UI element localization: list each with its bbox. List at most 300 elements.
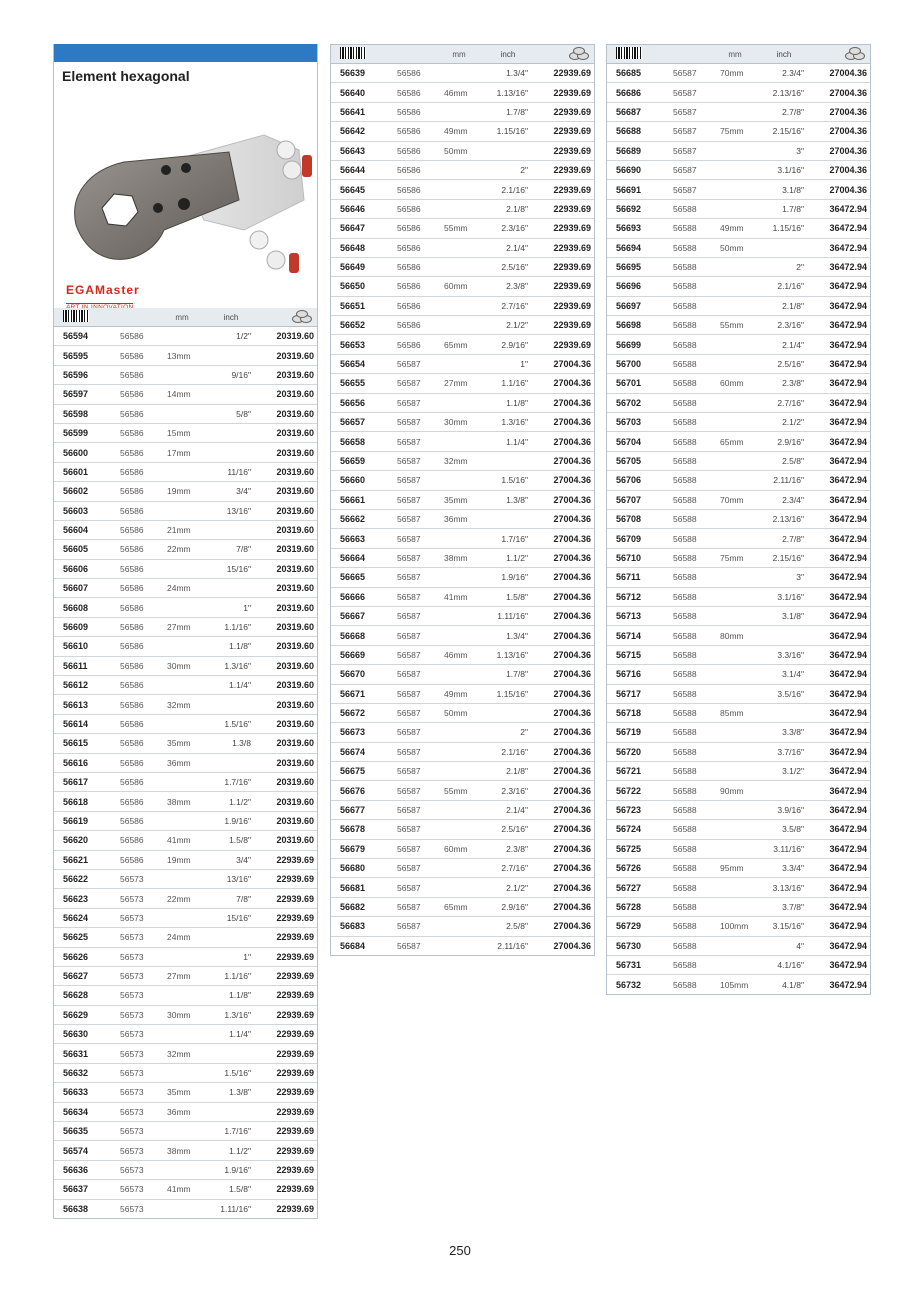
set-number: 56587 <box>397 475 421 486</box>
table-row <box>607 588 870 607</box>
set-number: 56588 <box>673 572 697 583</box>
size-mm: 36mm <box>444 514 468 525</box>
table-row <box>607 64 870 83</box>
article-code: 56595 <box>63 350 89 361</box>
price: 20319.60 <box>276 738 314 749</box>
set-number: 56586 <box>397 242 421 253</box>
size-inch: 2.3/16" <box>501 785 528 796</box>
article-code: 56618 <box>63 796 89 807</box>
size-inch: 1.1/2" <box>506 552 528 563</box>
price: 22939.69 <box>553 184 591 195</box>
set-number: 56573 <box>120 951 144 962</box>
set-number: 56587 <box>397 591 421 602</box>
price: 27004.36 <box>553 824 591 835</box>
size-inch: 2.3/4" <box>782 68 804 79</box>
table-row <box>331 258 594 277</box>
article-code: 56697 <box>616 300 642 311</box>
brand-logo <box>66 284 196 308</box>
article-code: 56621 <box>63 854 89 865</box>
table-header <box>54 308 317 327</box>
price: 22939.69 <box>553 165 591 176</box>
set-number: 56588 <box>673 359 697 370</box>
set-number: 56587 <box>397 494 421 505</box>
table-row <box>331 200 594 219</box>
price: 36472.94 <box>829 708 867 719</box>
set-number: 56586 <box>120 602 144 613</box>
size-inch: 1.1/16" <box>224 971 251 982</box>
set-number: 56587 <box>673 145 697 156</box>
table-body <box>607 64 870 994</box>
price: 36472.94 <box>829 630 867 641</box>
table-row <box>54 831 317 850</box>
table-body <box>331 64 594 955</box>
table-row <box>331 723 594 742</box>
table-row <box>607 452 870 471</box>
set-number: 56586 <box>120 738 144 749</box>
table-row <box>331 704 594 723</box>
table-row <box>331 529 594 548</box>
table-row <box>331 122 594 141</box>
set-number: 56586 <box>397 320 421 331</box>
table-row <box>54 754 317 773</box>
set-number: 56587 <box>673 165 697 176</box>
price: 20319.60 <box>276 369 314 380</box>
article-code: 56684 <box>340 940 366 951</box>
size-mm: 27mm <box>444 378 468 389</box>
size-mm: 35mm <box>444 494 468 505</box>
size-mm: 38mm <box>167 796 191 807</box>
price: 22939.69 <box>553 281 591 292</box>
table-row <box>54 967 317 986</box>
article-code: 56723 <box>616 805 642 816</box>
table-row <box>54 851 317 870</box>
price: 22939.69 <box>276 1048 314 1059</box>
article-code: 56692 <box>616 203 642 214</box>
price: 22939.69 <box>553 126 591 137</box>
price: 20319.60 <box>276 466 314 477</box>
article-code: 56704 <box>616 436 642 447</box>
size-inch: 1.7/8" <box>506 669 528 680</box>
price: 22939.69 <box>276 1029 314 1040</box>
table-row <box>54 986 317 1005</box>
price: 36472.94 <box>829 727 867 738</box>
article-code: 56642 <box>340 126 366 137</box>
price: 36472.94 <box>829 882 867 893</box>
set-number: 56586 <box>120 815 144 826</box>
size-mm: 100mm <box>720 921 749 932</box>
set-number: 56588 <box>673 940 697 951</box>
price: 20319.60 <box>276 331 314 342</box>
size-inch: 2.1/2" <box>506 320 528 331</box>
price: 27004.36 <box>553 456 591 466</box>
size-mm: 80mm <box>720 630 744 641</box>
table-row <box>54 948 317 967</box>
table-row <box>607 180 870 199</box>
size-mm: 30mm <box>167 660 191 671</box>
article-code: 56619 <box>63 815 89 826</box>
article-code: 56624 <box>63 912 89 923</box>
size-inch: 1" <box>243 602 251 613</box>
price: 27004.36 <box>553 843 591 854</box>
size-inch: 2.1/8" <box>506 766 528 777</box>
table-row <box>54 889 317 908</box>
barcode-icon <box>607 47 665 61</box>
size-inch: 1.3/4" <box>506 68 528 79</box>
coins-icon <box>812 47 870 61</box>
set-number: 56586 <box>120 835 144 846</box>
set-number: 56586 <box>120 854 144 865</box>
article-code: 56728 <box>616 901 642 912</box>
size-inch: 2.7/16" <box>777 397 804 408</box>
table-row <box>331 878 594 897</box>
table-row <box>607 607 870 626</box>
article-code: 56654 <box>340 359 366 370</box>
set-number: 56587 <box>397 649 421 660</box>
article-code: 56647 <box>340 223 366 234</box>
table-row <box>607 122 870 141</box>
price: 22939.69 <box>276 990 314 1001</box>
table-row <box>331 840 594 859</box>
set-number: 56573 <box>120 893 144 904</box>
price: 20319.60 <box>276 408 314 419</box>
article-code: 56607 <box>63 583 89 594</box>
table-row <box>331 277 594 296</box>
price: 27004.36 <box>553 397 591 408</box>
table-row <box>331 801 594 820</box>
table-row <box>54 657 317 676</box>
table-row <box>54 463 317 482</box>
article-code: 56615 <box>63 738 89 749</box>
size-mm: 70mm <box>720 68 744 79</box>
header-inch: inch <box>776 49 792 59</box>
set-number: 56586 <box>120 757 144 768</box>
size-mm: 46mm <box>444 649 468 660</box>
price: 27004.36 <box>829 184 867 195</box>
table-row <box>607 394 870 413</box>
price: 22939.69 <box>276 1106 314 1117</box>
price: 36472.94 <box>829 242 867 253</box>
set-number: 56586 <box>397 145 421 156</box>
price: 20319.60 <box>276 757 314 768</box>
set-number: 56587 <box>397 378 421 389</box>
price: 27004.36 <box>553 805 591 816</box>
article-code: 56633 <box>63 1087 89 1098</box>
price: 20319.60 <box>276 815 314 826</box>
table-row <box>331 510 594 529</box>
size-inch: 1.3/8" <box>229 1087 251 1098</box>
article-code: 56721 <box>616 766 642 777</box>
table-row <box>607 161 870 180</box>
size-inch: 2.3/8" <box>506 281 528 292</box>
table-row <box>331 820 594 839</box>
article-code: 56694 <box>616 242 642 253</box>
article-code: 56657 <box>340 417 366 428</box>
table-row <box>54 909 317 928</box>
article-code: 56655 <box>340 378 366 389</box>
table-row <box>331 568 594 587</box>
set-number: 56588 <box>673 901 697 912</box>
article-code: 56693 <box>616 223 642 234</box>
article-code: 56599 <box>63 428 89 439</box>
table-row <box>331 374 594 393</box>
set-number: 56586 <box>120 777 144 788</box>
article-code: 56731 <box>616 960 642 971</box>
size-inch: 3/4" <box>236 854 251 865</box>
article-code: 56669 <box>340 649 366 660</box>
set-number: 56587 <box>673 68 697 79</box>
set-number: 56587 <box>397 552 421 563</box>
table-row <box>607 510 870 529</box>
article-code: 56677 <box>340 805 366 816</box>
set-number: 56586 <box>120 466 144 477</box>
price: 20319.60 <box>276 835 314 846</box>
article-code: 56653 <box>340 339 366 350</box>
set-number: 56586 <box>397 339 421 350</box>
set-number: 56586 <box>120 641 144 652</box>
price: 22939.69 <box>276 893 314 904</box>
price: 20319.60 <box>276 719 314 729</box>
table-row <box>607 432 870 451</box>
size-inch: 1.5/16" <box>224 1068 251 1079</box>
table-row <box>607 781 870 800</box>
price: 27004.36 <box>553 940 591 951</box>
article-code: 56671 <box>340 688 366 699</box>
set-number: 56587 <box>397 785 421 796</box>
size-inch: 3.3/16" <box>777 649 804 660</box>
price: 20319.60 <box>276 350 314 361</box>
article-code: 56616 <box>63 757 89 768</box>
table-row <box>607 665 870 684</box>
article-code: 56722 <box>616 785 642 796</box>
set-number: 56586 <box>120 486 144 497</box>
article-code: 56682 <box>340 901 366 912</box>
set-number: 56588 <box>673 649 697 660</box>
price: 22939.69 <box>553 300 591 311</box>
article-code: 56701 <box>616 378 642 389</box>
size-inch: 4" <box>796 940 804 951</box>
article-code: 56698 <box>616 320 642 331</box>
size-inch: 1.7/16" <box>224 1126 251 1137</box>
article-code: 56703 <box>616 417 642 428</box>
size-inch: 3.1/16" <box>777 591 804 602</box>
price: 22939.69 <box>276 874 314 885</box>
table-row <box>54 1141 317 1160</box>
table-row <box>54 405 317 424</box>
table-row <box>331 180 594 199</box>
size-inch: 2.5/16" <box>501 824 528 835</box>
set-number: 56588 <box>673 824 697 835</box>
article-code: 56652 <box>340 320 366 331</box>
price: 20319.60 <box>276 777 314 788</box>
size-inch: 3.1/16" <box>777 165 804 176</box>
table-row <box>331 142 594 161</box>
price: 36472.94 <box>829 339 867 350</box>
price: 27004.36 <box>553 552 591 563</box>
price: 36472.94 <box>829 475 867 486</box>
set-number: 56588 <box>673 456 697 466</box>
price: 36472.94 <box>829 785 867 796</box>
size-mm: 55mm <box>444 785 468 796</box>
set-number: 56588 <box>673 960 697 971</box>
article-code: 56622 <box>63 874 89 885</box>
article-code: 56675 <box>340 766 366 777</box>
size-inch: 2.5/8" <box>506 921 528 932</box>
price: 27004.36 <box>553 436 591 447</box>
article-code: 56635 <box>63 1126 89 1137</box>
set-number: 56586 <box>397 184 421 195</box>
set-number: 56587 <box>397 727 421 738</box>
size-inch: 1.15/16" <box>772 223 804 234</box>
table-row <box>54 618 317 637</box>
size-inch: 1.3/16" <box>224 660 251 671</box>
article-code: 56603 <box>63 505 89 516</box>
article-code: 56614 <box>63 719 89 729</box>
article-code: 56650 <box>340 281 366 292</box>
article-code: 56707 <box>616 494 642 505</box>
table-row <box>54 792 317 811</box>
article-code: 56646 <box>340 203 366 214</box>
set-number: 56587 <box>673 106 697 117</box>
size-inch: 2" <box>520 165 528 176</box>
table-body <box>54 327 317 1218</box>
set-number: 56588 <box>673 843 697 854</box>
table-row <box>54 598 317 617</box>
table-row <box>331 83 594 102</box>
price: 36472.94 <box>829 378 867 389</box>
price: 36472.94 <box>829 494 867 505</box>
table-row <box>331 743 594 762</box>
size-inch: 1.1/8" <box>506 397 528 408</box>
table-row <box>607 956 870 975</box>
size-inch: 2.7/8" <box>782 533 804 544</box>
table-row <box>331 626 594 645</box>
table-row <box>331 917 594 936</box>
set-number: 56586 <box>120 447 144 458</box>
set-number: 56588 <box>673 203 697 214</box>
coins-icon <box>536 47 594 61</box>
article-code: 56711 <box>616 572 641 583</box>
set-number: 56573 <box>120 874 144 885</box>
size-inch: 2.11/16" <box>497 940 528 951</box>
table-row <box>331 452 594 471</box>
price: 22939.69 <box>553 106 591 117</box>
table-row <box>607 239 870 258</box>
table-row <box>607 626 870 645</box>
price: 27004.36 <box>553 572 591 583</box>
price: 36472.94 <box>829 572 867 583</box>
price: 22939.69 <box>276 1145 314 1156</box>
table-row <box>54 1200 317 1218</box>
price: 22939.69 <box>276 912 314 923</box>
article-code: 56656 <box>340 397 366 408</box>
table-row <box>331 161 594 180</box>
set-number: 56587 <box>397 669 421 680</box>
set-number: 56586 <box>397 87 421 98</box>
size-inch: 3.7/8" <box>782 901 804 912</box>
set-number: 56588 <box>673 242 697 253</box>
size-mm: 32mm <box>167 699 191 710</box>
price: 36472.94 <box>829 901 867 912</box>
table-row <box>54 579 317 598</box>
size-mm: 38mm <box>444 552 468 563</box>
price: 27004.36 <box>553 611 591 622</box>
size-inch: 1.9/16" <box>224 1164 251 1175</box>
set-number: 56587 <box>397 940 421 951</box>
article-code: 56604 <box>63 525 89 536</box>
set-number: 56586 <box>120 583 144 594</box>
article-code: 56688 <box>616 126 642 137</box>
size-mm: 50mm <box>444 145 468 156</box>
size-mm: 41mm <box>167 835 191 846</box>
price: 36472.94 <box>829 960 867 971</box>
table-row <box>331 491 594 510</box>
size-mm: 70mm <box>720 494 744 505</box>
table-row <box>607 491 870 510</box>
price: 36472.94 <box>829 300 867 311</box>
size-inch: 3/4" <box>236 486 251 497</box>
size-mm: 19mm <box>167 854 191 865</box>
set-number: 56588 <box>673 339 697 350</box>
size-inch: 1.15/16" <box>496 688 528 699</box>
set-number: 56588 <box>673 281 697 292</box>
price: 36472.94 <box>829 262 867 273</box>
article-code: 56627 <box>63 971 89 982</box>
size-inch: 3.15/16" <box>772 921 804 932</box>
article-code: 56662 <box>340 514 366 525</box>
set-number: 56586 <box>397 203 421 214</box>
table-row <box>331 859 594 878</box>
size-inch: 1.5/16" <box>501 475 528 486</box>
set-number: 56587 <box>397 572 421 583</box>
set-number: 56573 <box>120 1126 144 1137</box>
price: 36472.94 <box>829 805 867 816</box>
price: 20319.60 <box>276 796 314 807</box>
article-code: 56730 <box>616 940 642 951</box>
barcode-icon <box>54 310 112 324</box>
size-inch: 1.3/16" <box>224 1009 251 1020</box>
size-inch: 13/16" <box>226 874 251 885</box>
size-inch: 3.3/4" <box>782 863 804 874</box>
article-code: 56667 <box>340 611 366 622</box>
table-row <box>54 1180 317 1199</box>
size-inch: 1/2" <box>236 331 251 342</box>
size-mm: 60mm <box>444 843 468 854</box>
header-mm: mm <box>452 49 466 59</box>
article-code: 56718 <box>616 708 642 719</box>
price: 36472.94 <box>829 320 867 331</box>
price: 20319.60 <box>276 680 314 691</box>
set-number: 56586 <box>120 505 144 516</box>
set-number: 56586 <box>120 680 144 691</box>
article-code: 56617 <box>63 777 89 788</box>
price: 27004.36 <box>553 921 591 932</box>
barcode-icon <box>331 47 389 61</box>
set-number: 56588 <box>673 552 697 563</box>
set-number: 56587 <box>397 456 421 466</box>
table-row <box>54 560 317 579</box>
table-row <box>331 239 594 258</box>
price: 27004.36 <box>553 649 591 660</box>
size-mm: 60mm <box>444 281 468 292</box>
set-number: 56573 <box>120 1145 144 1156</box>
size-inch: 2.13/16" <box>772 514 804 525</box>
set-number: 56573 <box>120 1029 144 1040</box>
price: 20319.60 <box>276 660 314 671</box>
article-code: 56666 <box>340 591 366 602</box>
table-header <box>331 45 594 64</box>
article-code: 56596 <box>63 369 89 380</box>
article-code: 56676 <box>340 785 366 796</box>
